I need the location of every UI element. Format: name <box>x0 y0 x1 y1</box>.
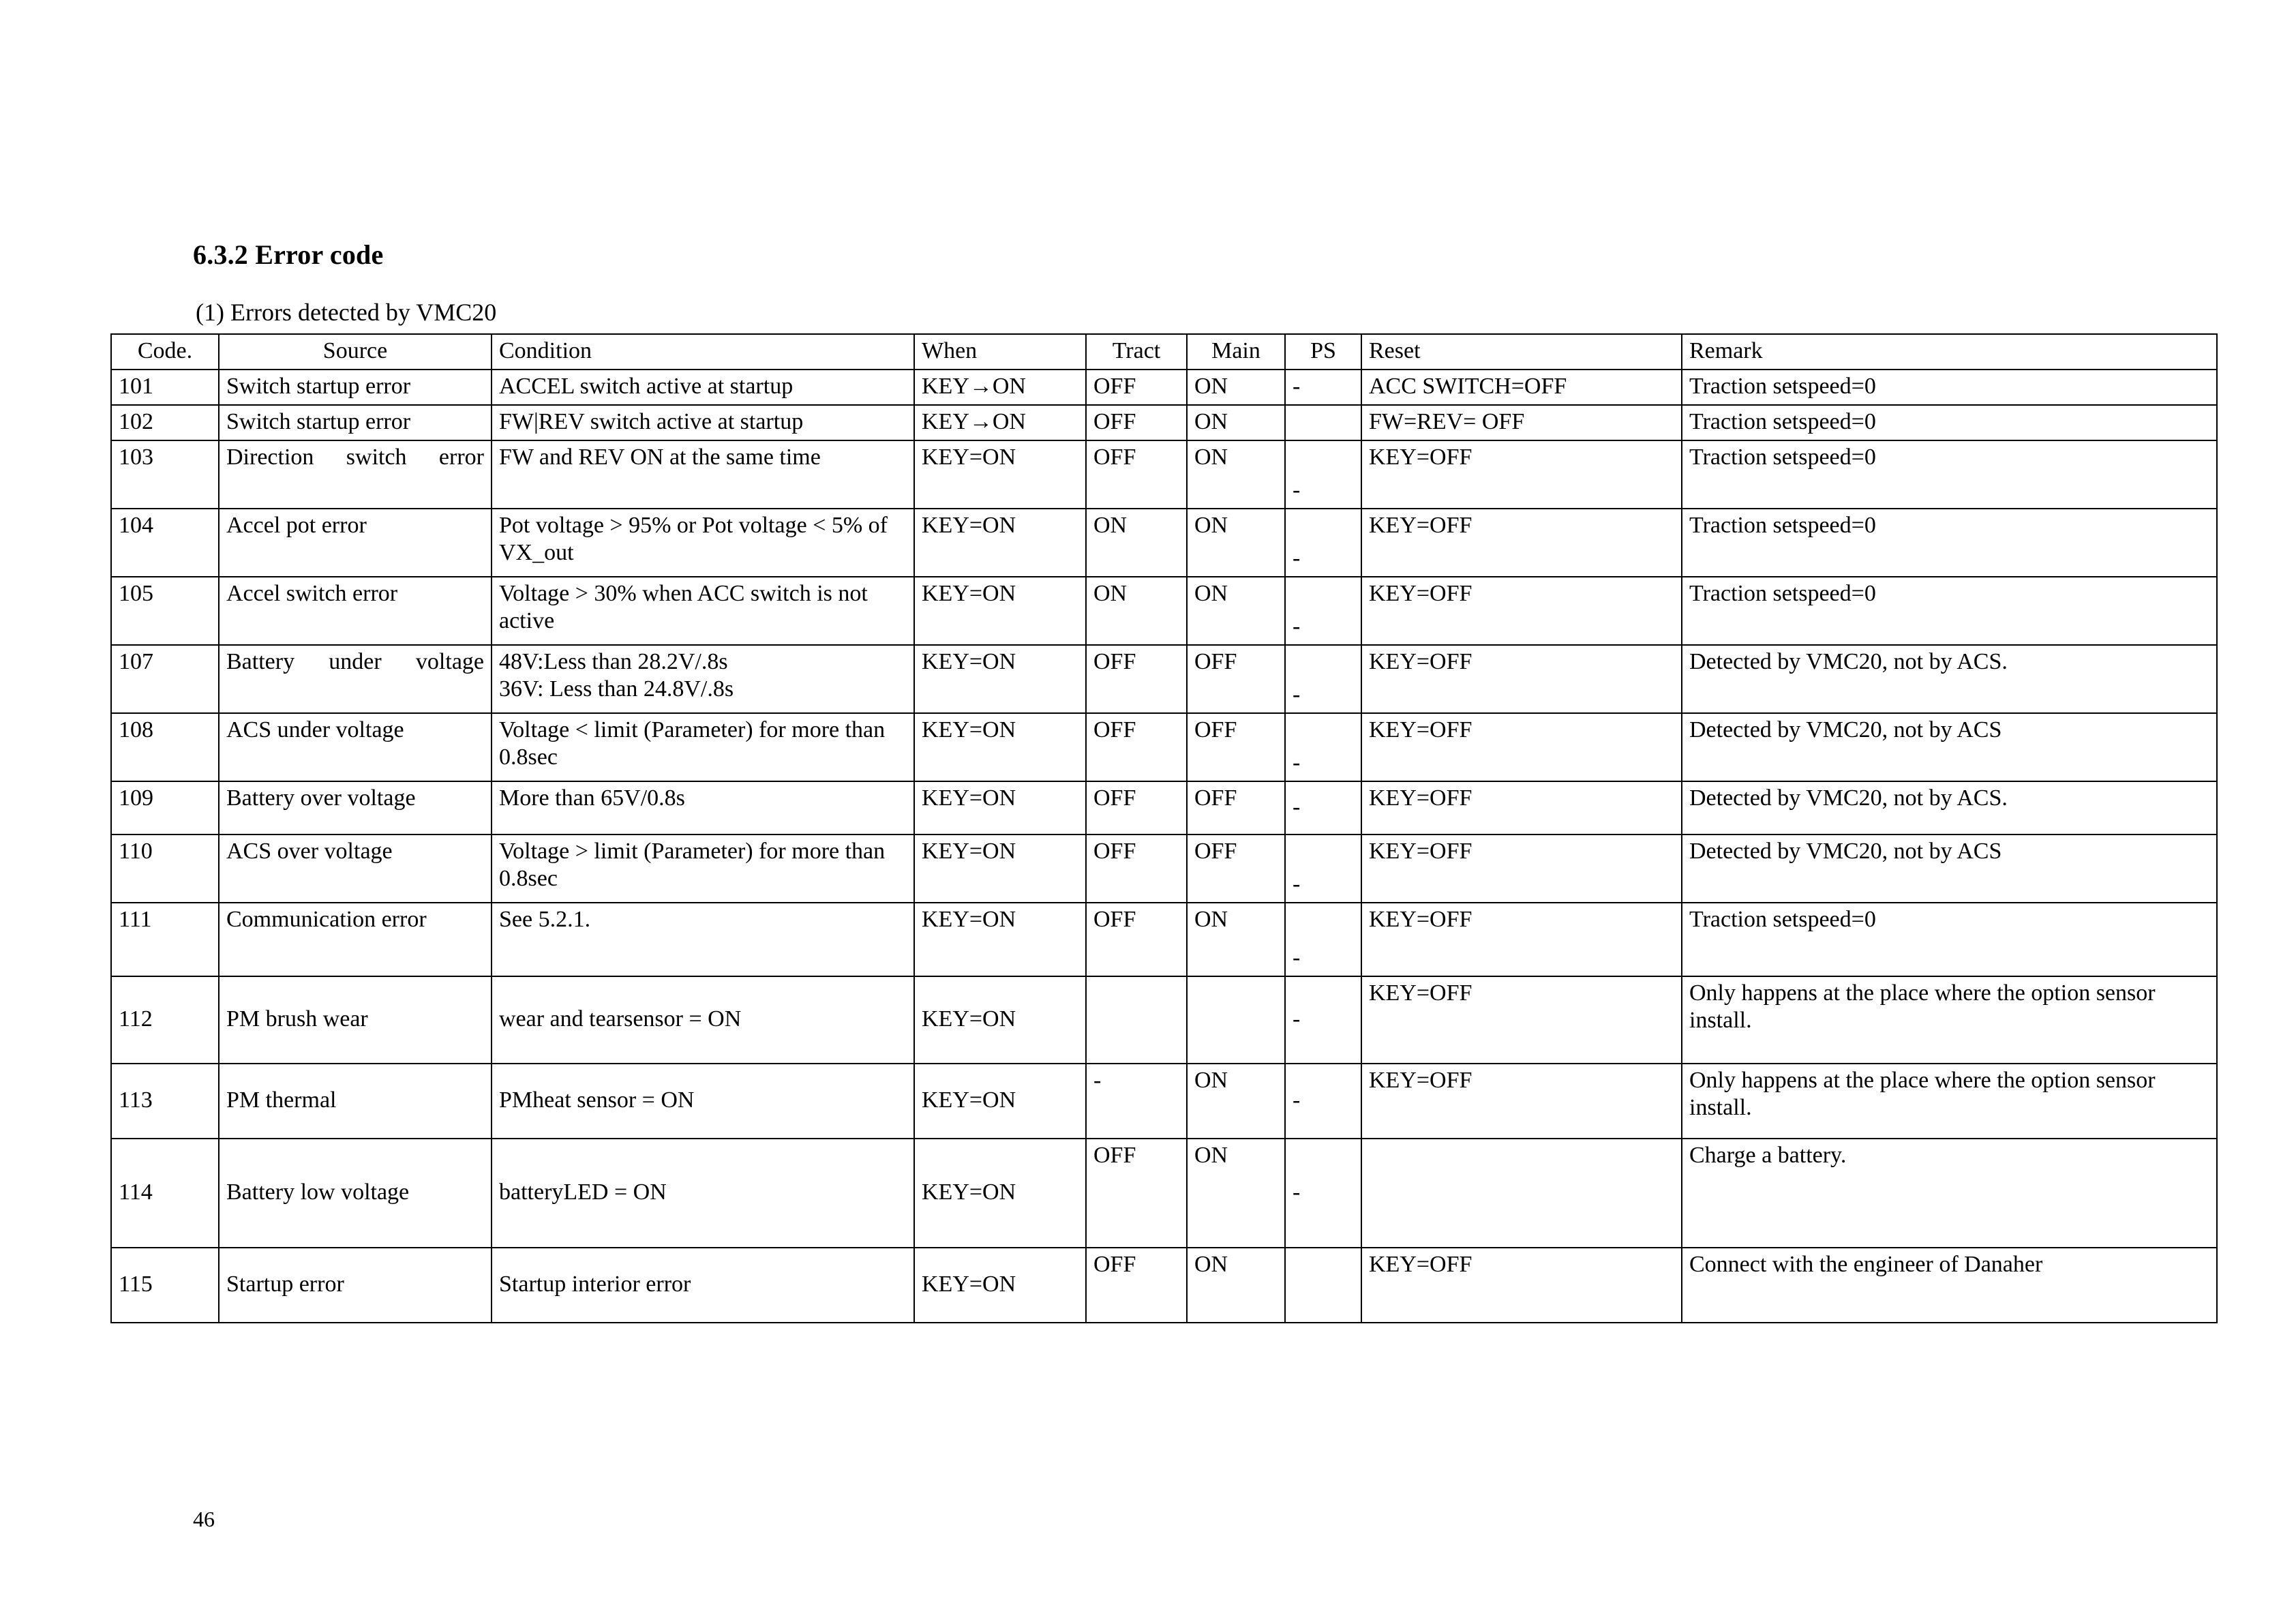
cell-ps: - <box>1285 509 1361 577</box>
header-remark: Remark <box>1682 334 2217 370</box>
cell-source: Accel switch error <box>219 577 492 645</box>
cell-remark: Detected by VMC20, not by ACS <box>1682 713 2217 781</box>
cell-remark: Charge a battery. <box>1682 1139 2217 1248</box>
cell-ps: - <box>1285 713 1361 781</box>
table-row <box>111 1064 2217 1139</box>
cell-main: ON <box>1187 509 1285 577</box>
page-number: 46 <box>193 1507 215 1531</box>
cell-source: Switch startup error <box>219 405 492 440</box>
cell-condition: Voltage > limit (Parameter) for more than 0.8sec <box>492 834 914 903</box>
cell-source: ACS under voltage <box>219 713 492 781</box>
cell-tract: OFF <box>1086 440 1187 509</box>
error-code-table <box>110 333 2218 1323</box>
cell-main: ON <box>1187 903 1285 976</box>
cell-remark: Detected by VMC20, not by ACS <box>1682 834 2217 903</box>
cell-reset: KEY=OFF <box>1361 577 1682 645</box>
cell-code: 101 <box>111 370 219 405</box>
cell-code: 108 <box>111 713 219 781</box>
cell-main: ON <box>1187 405 1285 440</box>
cell-source: Communication error <box>219 903 492 976</box>
cell-code: 111 <box>111 903 219 976</box>
header-condition: Condition <box>492 334 914 370</box>
table-header-row <box>111 334 2217 370</box>
error-code-table-wrapper <box>110 333 2216 1323</box>
cell-remark: Detected by VMC20, not by ACS. <box>1682 645 2217 713</box>
cell-remark: Traction setspeed=0 <box>1682 577 2217 645</box>
cell-when: KEY=ON <box>914 1064 1086 1139</box>
table-row <box>111 903 2217 976</box>
cell-code: 112 <box>111 976 219 1064</box>
header-code: Code. <box>111 334 219 370</box>
cell-reset: KEY=OFF <box>1361 781 1682 834</box>
cell-remark: Traction setspeed=0 <box>1682 370 2217 405</box>
header-when: When <box>914 334 1086 370</box>
cell-reset: KEY=OFF <box>1361 1248 1682 1323</box>
cell-code: 103 <box>111 440 219 509</box>
cell-code: 107 <box>111 645 219 713</box>
cell-reset: KEY=OFF <box>1361 645 1682 713</box>
header-ps: PS <box>1285 334 1361 370</box>
cell-when: KEY=ON <box>914 834 1086 903</box>
cell-condition: FW|REV switch active at startup <box>492 405 914 440</box>
cell-ps <box>1285 405 1361 440</box>
cell-ps: - <box>1285 781 1361 834</box>
table-row <box>111 440 2217 509</box>
table-row <box>111 834 2217 903</box>
cell-remark: Only happens at the place where the option sensor install. <box>1682 1064 2217 1139</box>
cell-condition: batteryLED = ON <box>492 1139 914 1248</box>
cell-main: OFF <box>1187 781 1285 834</box>
cell-reset: KEY=OFF <box>1361 903 1682 976</box>
cell-tract: OFF <box>1086 1248 1187 1323</box>
cell-tract: OFF <box>1086 1139 1187 1248</box>
cell-when: KEY→ON <box>914 405 1086 440</box>
cell-tract: OFF <box>1086 834 1187 903</box>
cell-remark: Traction setspeed=0 <box>1682 509 2217 577</box>
cell-condition: FW and REV ON at the same time <box>492 440 914 509</box>
header-tract: Tract <box>1086 334 1187 370</box>
table-row <box>111 405 2217 440</box>
cell-source: PM brush wear <box>219 976 492 1064</box>
cell-ps: - <box>1285 645 1361 713</box>
cell-reset: KEY=OFF <box>1361 713 1682 781</box>
cell-condition: Voltage < limit (Parameter) for more than 0.8sec <box>492 713 914 781</box>
cell-when: KEY=ON <box>914 645 1086 713</box>
cell-when: KEY=ON <box>914 1248 1086 1323</box>
cell-source: Accel pot error <box>219 509 492 577</box>
cell-source: Switch startup error <box>219 370 492 405</box>
cell-code: 113 <box>111 1064 219 1139</box>
cell-source: PM thermal <box>219 1064 492 1139</box>
cell-condition: Startup interior error <box>492 1248 914 1323</box>
cell-when: KEY=ON <box>914 1139 1086 1248</box>
cell-when: KEY=ON <box>914 440 1086 509</box>
cell-condition: wear and tearsensor = ON <box>492 976 914 1064</box>
cell-when: KEY=ON <box>914 976 1086 1064</box>
cell-tract: OFF <box>1086 405 1187 440</box>
table-row <box>111 1248 2217 1323</box>
cell-code: 109 <box>111 781 219 834</box>
cell-main: ON <box>1187 370 1285 405</box>
cell-when: KEY=ON <box>914 509 1086 577</box>
cell-source: ACS over voltage <box>219 834 492 903</box>
cell-condition: See 5.2.1. <box>492 903 914 976</box>
cell-tract: OFF <box>1086 903 1187 976</box>
table-row <box>111 1139 2217 1248</box>
cell-main: ON <box>1187 1064 1285 1139</box>
cell-condition: PMheat sensor = ON <box>492 1064 914 1139</box>
cell-tract: OFF <box>1086 781 1187 834</box>
table-row <box>111 781 2217 834</box>
cell-ps: - <box>1285 1064 1361 1139</box>
cell-condition: ACCEL switch active at startup <box>492 370 914 405</box>
cell-ps: - <box>1285 1139 1361 1248</box>
cell-source: Direction switch error <box>219 440 492 509</box>
cell-ps <box>1285 1248 1361 1323</box>
cell-code: 110 <box>111 834 219 903</box>
cell-main: ON <box>1187 577 1285 645</box>
cell-condition: Pot voltage > 95% or Pot voltage < 5% of VX_out <box>492 509 914 577</box>
cell-main: OFF <box>1187 645 1285 713</box>
cell-condition: 48V:Less than 28.2V/.8s 36V: Less than 24.8V/.8s <box>492 645 914 713</box>
header-source: Source <box>219 334 492 370</box>
cell-ps: - <box>1285 370 1361 405</box>
cell-ps: - <box>1285 976 1361 1064</box>
cell-code: 104 <box>111 509 219 577</box>
cell-main: OFF <box>1187 713 1285 781</box>
cell-ps: - <box>1285 834 1361 903</box>
cell-reset: KEY=OFF <box>1361 509 1682 577</box>
cell-tract: OFF <box>1086 645 1187 713</box>
cell-code: 102 <box>111 405 219 440</box>
cell-code: 105 <box>111 577 219 645</box>
cell-condition: Voltage > 30% when ACC switch is not active <box>492 577 914 645</box>
cell-main: ON <box>1187 1139 1285 1248</box>
table-row <box>111 713 2217 781</box>
cell-reset: ACC SWITCH=OFF <box>1361 370 1682 405</box>
table-row <box>111 577 2217 645</box>
table-caption: (1) Errors detected by VMC20 <box>196 299 497 326</box>
table-body <box>111 370 2217 1323</box>
section-heading: 6.3.2 Error code <box>193 239 384 270</box>
header-main: Main <box>1187 334 1285 370</box>
cell-main <box>1187 976 1285 1064</box>
cell-ps: - <box>1285 577 1361 645</box>
cell-when: KEY→ON <box>914 370 1086 405</box>
cell-source: Battery under voltage <box>219 645 492 713</box>
cell-condition: More than 65V/0.8s <box>492 781 914 834</box>
cell-main: ON <box>1187 1248 1285 1323</box>
table-row <box>111 509 2217 577</box>
cell-source: Startup error <box>219 1248 492 1323</box>
cell-remark: Traction setspeed=0 <box>1682 405 2217 440</box>
cell-reset: KEY=OFF <box>1361 440 1682 509</box>
cell-main: ON <box>1187 440 1285 509</box>
cell-reset: KEY=OFF <box>1361 834 1682 903</box>
cell-when: KEY=ON <box>914 903 1086 976</box>
cell-code: 115 <box>111 1248 219 1323</box>
table-row <box>111 645 2217 713</box>
table-row <box>111 370 2217 405</box>
cell-tract: OFF <box>1086 370 1187 405</box>
header-reset: Reset <box>1361 334 1682 370</box>
cell-source: Battery low voltage <box>219 1139 492 1248</box>
cell-reset: KEY=OFF <box>1361 976 1682 1064</box>
cell-reset <box>1361 1139 1682 1248</box>
cell-tract: ON <box>1086 509 1187 577</box>
cell-remark: Only happens at the place where the option sensor install. <box>1682 976 2217 1064</box>
table-row <box>111 976 2217 1064</box>
cell-remark: Connect with the engineer of Danaher <box>1682 1248 2217 1323</box>
cell-remark: Traction setspeed=0 <box>1682 440 2217 509</box>
cell-ps: - <box>1285 440 1361 509</box>
cell-when: KEY=ON <box>914 577 1086 645</box>
cell-ps: - <box>1285 903 1361 976</box>
cell-when: KEY=ON <box>914 713 1086 781</box>
cell-when: KEY=ON <box>914 781 1086 834</box>
cell-remark: Traction setspeed=0 <box>1682 903 2217 976</box>
cell-reset: KEY=OFF <box>1361 1064 1682 1139</box>
cell-tract <box>1086 976 1187 1064</box>
cell-tract: ON <box>1086 577 1187 645</box>
cell-main: OFF <box>1187 834 1285 903</box>
cell-source: Battery over voltage <box>219 781 492 834</box>
cell-remark: Detected by VMC20, not by ACS. <box>1682 781 2217 834</box>
cell-code: 114 <box>111 1139 219 1248</box>
table-header <box>111 334 2217 370</box>
cell-reset: FW=REV= OFF <box>1361 405 1682 440</box>
cell-tract: - <box>1086 1064 1187 1139</box>
cell-tract: OFF <box>1086 713 1187 781</box>
